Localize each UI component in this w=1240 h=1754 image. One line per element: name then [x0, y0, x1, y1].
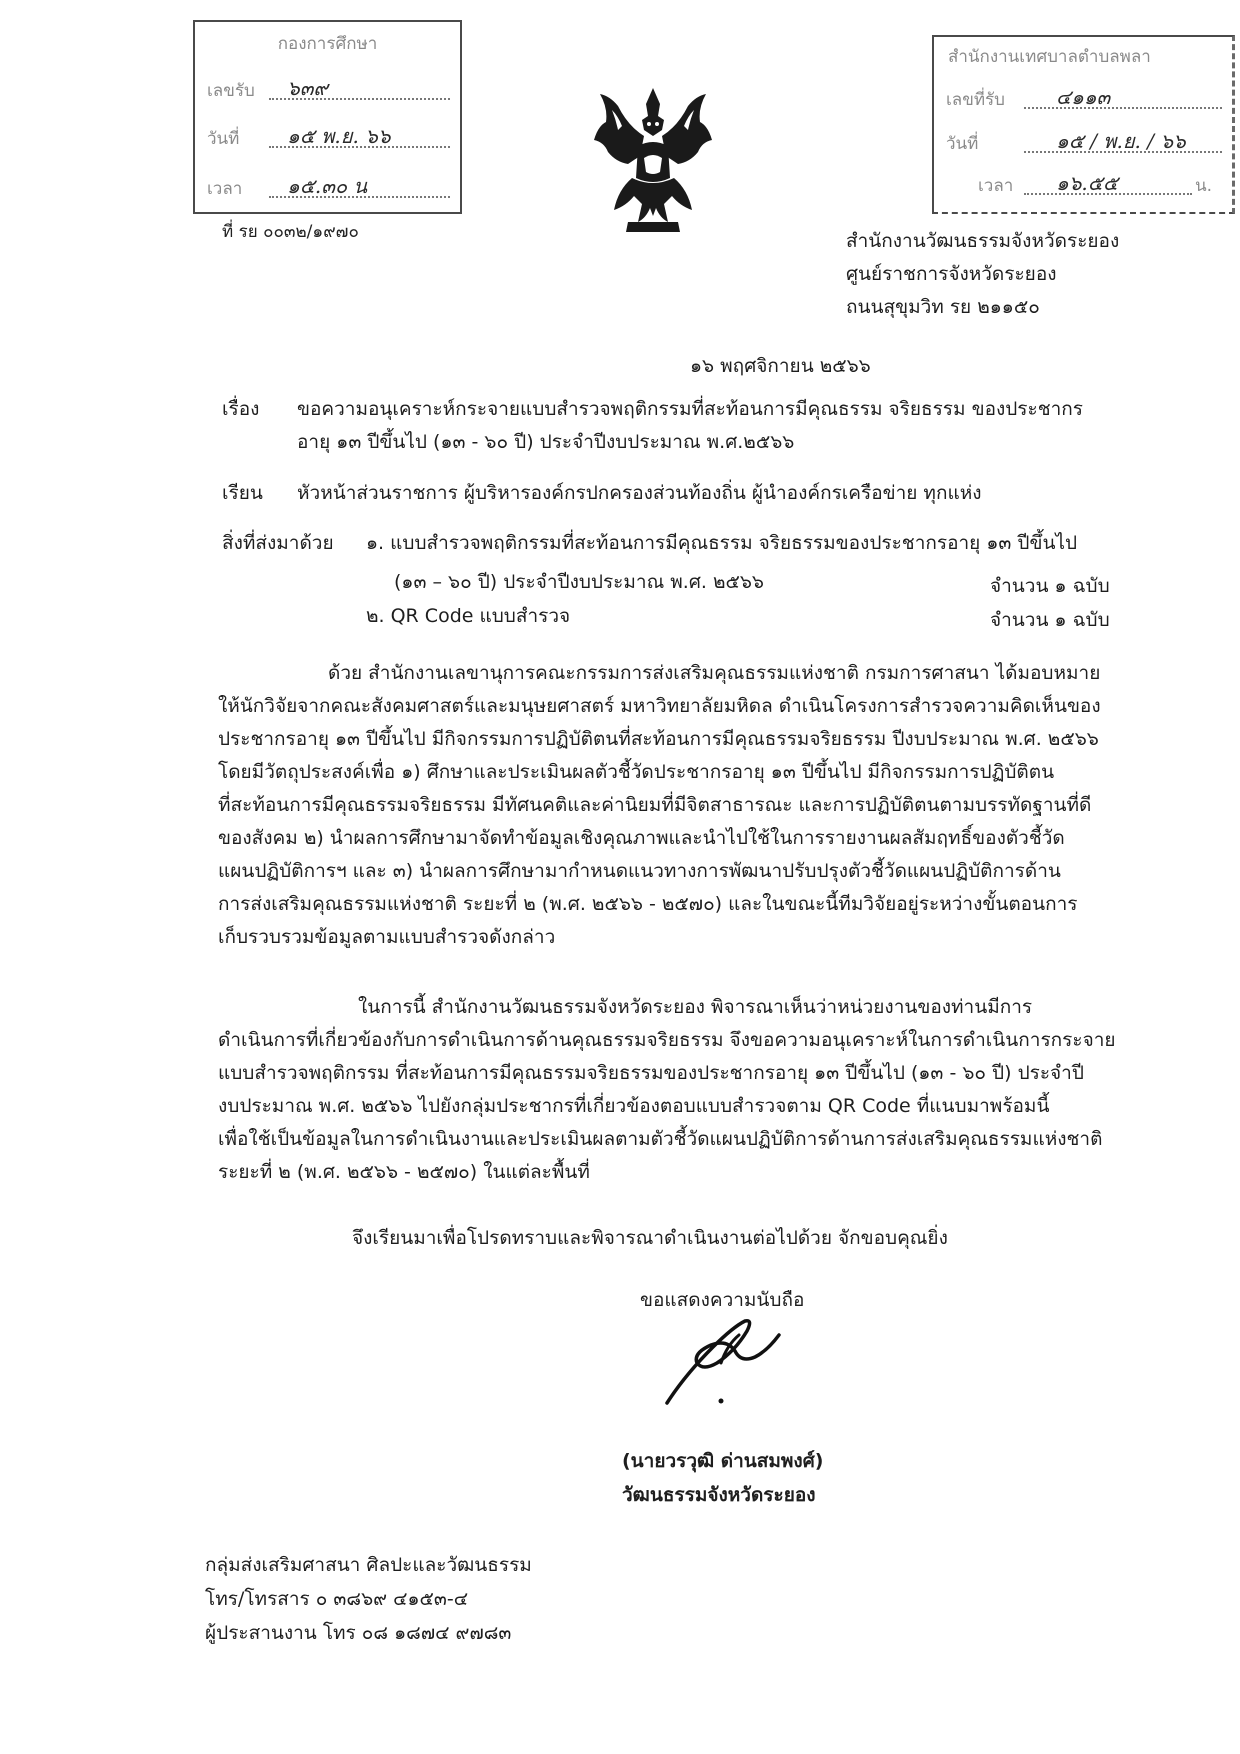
body-paragraph-1 [218, 657, 1123, 954]
paragraph-line: เก็บรวบรวมข้อมูลตามแบบสำรวจดังกล่าว [218, 926, 556, 948]
paragraph-line: ให้นักวิจัยจากคณะสังคมศาสตร์และมนุษยศาสตร์ มหาวิทยาลัยมหิดล ดำเนินโครงการสำรวจความคิดเห็นของ [218, 695, 1101, 717]
body-paragraph-2 [218, 991, 1123, 1189]
stamp-receive-row [946, 83, 1222, 113]
stamp-time-unit: น. [1194, 176, 1212, 196]
letter-date: ๑๖ พฤศจิกายน ๒๕๖๖ [690, 355, 871, 377]
handwritten-signature [655, 1305, 785, 1410]
enclosure-item: ๒. QR Code แบบสำรวจ [366, 605, 571, 627]
stamp-date-label: วันที่ [207, 129, 240, 149]
paragraph-line: ของสังคม ๒) นำผลการศึกษามาจัดทำข้อมูลเชิงคุณภาพและนำไปใช้ในการรายงานผลสัมฤทธิ์ของตัวชี้วัด [218, 827, 1065, 849]
document-number: ที่ รย ๐๐๓๒/๑๙๗๐ [222, 222, 359, 242]
enclosures-label: สิ่งที่ส่งมาด้วย [222, 532, 334, 554]
paragraph-line: ที่สะท้อนการมีคุณธรรมจริยธรรม มีทัศนคติและค่านิยมที่มีจิตสาธารณะ และการปฏิบัติตนตามบรรทัดฐานที่ดี [218, 794, 1092, 816]
contact-footer [205, 1548, 532, 1650]
sender-address [846, 225, 1119, 324]
receipt-stamp-education-division [193, 20, 462, 214]
stamp-date-row [207, 122, 450, 152]
stamp-title: กองการศึกษา [277, 34, 378, 54]
paragraph-line: ในการนี้ สำนักงานวัฒนธรรมจังหวัดระยอง พิจารณาเห็นว่าหน่วยงานของท่านมีการ [358, 996, 1033, 1018]
stamp-receive-number: ๔๑๑๓ [1056, 85, 1111, 109]
signer-block [622, 1444, 823, 1512]
stamp-time-label: เวลา [207, 179, 243, 199]
closing-request: จึงเรียนมาเพื่อโปรดทราบและพิจารณาดำเนินงานต่อไปด้วย จักขอบคุณยิ่ง [352, 1227, 948, 1249]
stamp-date-label: วันที่ [946, 134, 979, 154]
stamp-time-row [207, 172, 450, 202]
subject-label: เรื่อง [222, 398, 260, 420]
stamp-receive-number: ๖๓๙ [287, 76, 329, 100]
paragraph-line: ดำเนินการที่เกี่ยวข้องกับการดำเนินการด้านคุณธรรมจริยธรรม จึงขอความอนุเคราะห์ในการดำเนินการกระจาย [218, 1029, 1116, 1051]
enclosure-quantity: จำนวน ๑ ฉบับ [990, 575, 1110, 597]
paragraph-line: ประชากรอายุ ๑๓ ปีขึ้นไป มีกิจกรรมการปฏิบัติตนที่สะท้อนการมีคุณธรรมจริยธรรม ปีงบประมาณ พ.ศ. ๒๕๖๖ [218, 728, 1099, 750]
enclosure-item: ๑. แบบสำรวจพฤติกรรมที่สะท้อนการมีคุณธรรม จริยธรรมของประชากรอายุ ๑๓ ปีขึ้นไป [366, 532, 1078, 554]
stamp-date-value: ๑๕ / พ.ย. / ๖๖ [1056, 129, 1186, 153]
stamp-date-value: ๑๕ พ.ย. ๖๖ [287, 124, 391, 148]
paragraph-line: ระยะที่ ๒ (พ.ศ. ๒๕๖๖ - ๒๕๗๐) ในแต่ละพื้นที่ [218, 1161, 590, 1183]
stamp-receive-label: เลขที่รับ [946, 90, 1005, 110]
stamp-receive-row [207, 74, 450, 104]
stamp-time-row [946, 169, 1222, 199]
enclosure-quantity: จำนวน ๑ ฉบับ [990, 609, 1110, 631]
paragraph-line: โดยมีวัตถุประสงค์เพื่อ ๑) ศึกษาและประเมินผลตัวชี้วัดประชากรอายุ ๑๓ ปีขึ้นไป มีกิจกรรมการปฏิบัติตน [218, 761, 1055, 783]
enclosure-item: (๑๓ – ๖๐ ปี) ประจำปีงบประมาณ พ.ศ. ๒๕๖๖ [394, 571, 764, 593]
footer-coordinator: ผู้ประสานงาน โทร ๐๘ ๑๘๗๔ ๙๗๘๓ [205, 1622, 512, 1644]
stamp-date-row [946, 127, 1222, 157]
address-line: ถนนสุขุมวิท รย ๒๑๑๕๐ [846, 296, 1040, 318]
salutation: ขอแสดงความนับถือ [640, 1289, 805, 1311]
address-line: ศูนย์ราชการจังหวัดระยอง [846, 263, 1057, 285]
subject-line: ขอความอนุเคราะห์กระจายแบบสำรวจพฤติกรรมที่สะท้อนการมีคุณธรรม จริยธรรม ของประชากร [297, 398, 1083, 420]
recipient-label: เรียน [222, 482, 263, 504]
footer-department: กลุ่มส่งเสริมศาสนา ศิลปะและวัฒนธรรม [205, 1554, 532, 1576]
address-line: สำนักงานวัฒนธรรมจังหวัดระยอง [846, 230, 1120, 252]
stamp-time-label: เวลา [978, 176, 1014, 196]
recipient-value: หัวหน้าส่วนราชการ ผู้บริหารองค์กรปกครองส่วนท้องถิ่น ผู้นำองค์กรเครือข่าย ทุกแห่ง [297, 482, 982, 504]
paragraph-line: แบบสำรวจพฤติกรรม ที่สะท้อนการมีคุณธรรมจริยธรรมของประชากรอายุ ๑๓ ปีขึ้นไป (๑๓ - ๖๐ ปี) ประจำปี [218, 1062, 1084, 1084]
receipt-stamp-municipality [932, 35, 1235, 214]
recipient-field [222, 477, 1122, 511]
dotted-line [1024, 107, 1222, 109]
signer-name: (นายวรวุฒิ ด่านสมพงศ์) [622, 1450, 824, 1472]
paragraph-line: การส่งเสริมคุณธรรมแห่งชาติ ระยะที่ ๒ (พ.ศ. ๒๕๖๖ - ๒๕๗๐) และในขณะนี้ทีมวิจัยอยู่ระหว่างขั้นตอนการ [218, 893, 1078, 915]
subject-field [222, 393, 1122, 463]
footer-tel-fax: โทร/โทรสาร ๐ ๓๘๖๙ ๔๑๕๓-๔ [205, 1588, 469, 1610]
paragraph-line: แผนปฏิบัติการฯ และ ๓) นำผลการศึกษามากำหนดแนวทางการพัฒนาปรับปรุงตัวชี้วัดแผนปฏิบัติการด้าน [218, 860, 1061, 882]
stamp-time-value: ๑๖.๕๕ [1056, 171, 1119, 195]
paragraph-line: เพื่อใช้เป็นข้อมูลในการดำเนินงานและประเมินผลตามตัวชี้วัดแผนปฏิบัติการด้านการส่งเสริมคุณธรรมแห่งชาติ [218, 1128, 1103, 1150]
stamp-time-value: ๑๕.๓๐ น [287, 174, 368, 198]
stamp-title: สำนักงานเทศบาลตำบลพลา [948, 47, 1151, 67]
paragraph-line: งบประมาณ พ.ศ. ๒๕๖๖ ไปยังกลุ่มประชากรที่เกี่ยวข้องตอบแบบสำรวจตาม QR Code ที่แนบมาพร้อมนี้ [218, 1095, 1050, 1117]
signer-position: วัฒนธรรมจังหวัดระยอง [622, 1484, 816, 1506]
subject-line: อายุ ๑๓ ปีขึ้นไป (๑๓ - ๖๐ ปี) ประจำปีงบประมาณ พ.ศ.๒๕๖๖ [297, 431, 795, 453]
garuda-emblem-icon [588, 86, 718, 234]
paragraph-line: ด้วย สำนักงานเลขานุการคณะกรรมการส่งเสริมคุณธรรมแห่งชาติ กรมการศาสนา ได้มอบหมาย [328, 662, 1101, 684]
stamp-receive-label: เลขรับ [207, 81, 255, 101]
